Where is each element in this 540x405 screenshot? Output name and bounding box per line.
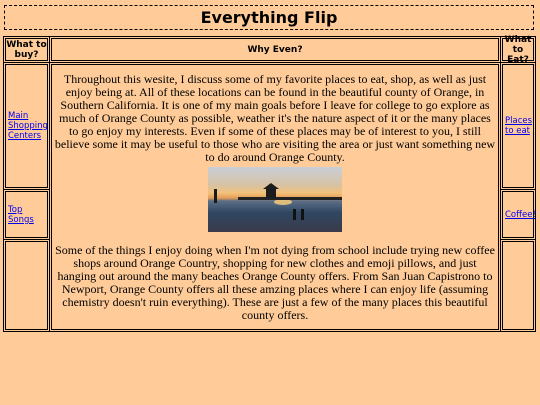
right-empty-cell [502, 241, 534, 330]
pier-sunset-image [208, 167, 342, 232]
left-header-label: What to buy? [6, 39, 47, 60]
page-title: Everything Flip [4, 5, 534, 30]
right-header [502, 34, 534, 65]
person-silhouette [301, 209, 304, 220]
person-silhouette [293, 209, 296, 220]
left-header [5, 38, 48, 61]
left-nav-cell-shopping [5, 64, 48, 188]
main-content [51, 64, 499, 330]
pier-silhouette [238, 197, 342, 200]
right-header-label: What to Eat? [504, 34, 532, 65]
nav-link-top-songs[interactable]: Top Songs [8, 204, 34, 225]
intro-paragraph: Throughout this wesite, I discuss some of my favorite places to eat, shop, as well as just enjoy being at. All of these locations can be found in the beautiful county of Orange, in Southern California. It is one of my main goals before I leave for college to go explore as much of Orange County as possible, weather it's the nature aspect of it or the many places to go enjoy my interests. Even if some of these places may be of interest to you, I still believe some it may be useful to those who are visiting the area or just want something new to do around Orange County. [54, 72, 496, 164]
nav-link-main-shopping-centers[interactable]: Main Shopping Centers [8, 111, 48, 141]
nav-link-places-to-eat[interactable]: Places to eat [505, 116, 533, 136]
center-header [51, 38, 499, 61]
pier-house [266, 188, 276, 198]
activities-paragraph: Some of the things I enjoy doing when I'm not dying from school include trying new coffee shops around Orange Country, shopping for new clothes and emoji pillows, and just hanging out around the many beaches Orange County offers. From San Juan Capistrono to Newport, Orange County offers all these amzing places where I can enjoy life (assuming chemistry doesn't ruin everything). These are just a few of the many places this beautiful county offers. [55, 243, 495, 322]
nav-link-coffee[interactable]: Coffee! [505, 209, 536, 220]
right-nav-cell-coffee [502, 191, 534, 238]
left-empty-cell [5, 241, 48, 330]
palm-silhouette [214, 189, 217, 203]
left-nav-cell-songs [5, 191, 48, 238]
center-header-label: Why Even? [247, 44, 303, 55]
right-nav-cell-eat [502, 64, 534, 188]
